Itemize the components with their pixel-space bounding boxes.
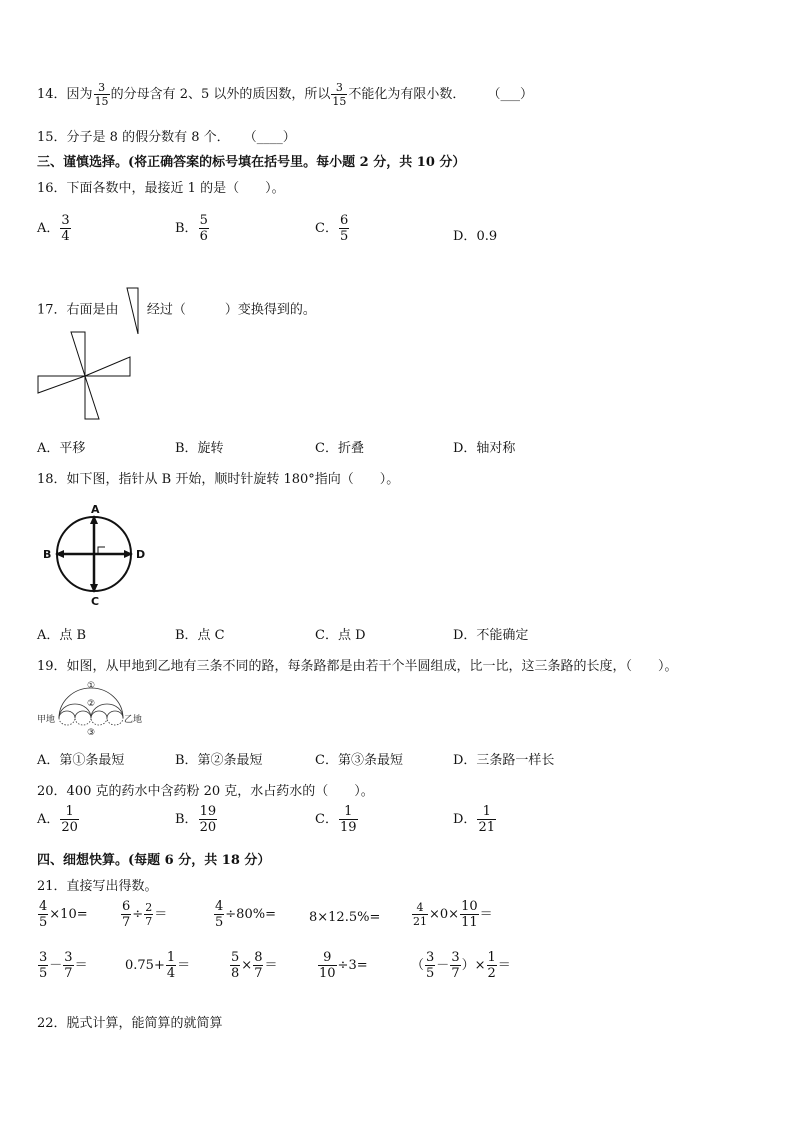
q21-expr-3: $\frac{4}{5}$ ÷80%= [215, 899, 276, 930]
q18-stem: 18．如下图，指针从 B 开始，顺时针旋转 180°指向（ ）。 [37, 472, 400, 487]
q14-fraction-2: $\frac{3}{15}$ [332, 81, 347, 108]
route-end-label: 乙地 [124, 715, 143, 725]
q17-option-a[interactable]: A．平移 [37, 441, 86, 456]
q17-option-b[interactable]: B．旋转 [175, 441, 224, 456]
q21-expr-1: $\frac{4}{5}$ ×10= [39, 899, 88, 930]
q21-expr-9: $\frac{9}{10}$ ÷3= [319, 950, 368, 981]
route-start-label: 甲地 [37, 715, 56, 725]
q14-number: 14． [37, 87, 67, 102]
q20-option-a[interactable]: A． $\frac{1}{20}$ [37, 804, 78, 835]
q18-option-b[interactable]: B．点 C [175, 628, 225, 643]
route-1-label: ① [87, 681, 96, 691]
route-2-label: ② [87, 699, 96, 709]
q18-option-c[interactable]: C．点 D [315, 628, 366, 643]
dial-label-b: B [43, 548, 52, 561]
q21-expr-2: $\frac{6}{7}$ ÷ $\frac{2}{7}$ ＝ [122, 899, 168, 930]
q14-text-1: 因为 [66, 87, 93, 102]
section-3-heading: 三、谨慎选择。(将正确答案的标号填在括号里。每小题 2 分，共 10 分） [37, 155, 466, 170]
dial-label-c: C [91, 595, 100, 608]
q21-expr-10: （ $\frac{3}{5}$ － $\frac{3}{7}$ ）× $\frac{1}{2}$ ＝ [411, 950, 511, 981]
section-4-heading: 四、细想快算。(每题 6 分，共 18 分） [37, 853, 271, 868]
q16-stem: 16．下面各数中，最接近 1 的是（ ）。 [37, 181, 285, 196]
q14-answer-blank[interactable]: （___） [487, 87, 534, 102]
q15-answer-blank[interactable]: （____） [243, 130, 296, 145]
q14-text-2: 的分母含有 2、5 以外的质因数，所以 [110, 87, 331, 102]
q21-expr-7: 0.75+ $\frac{1}{4}$ ＝ [125, 950, 191, 981]
route-3-label: ③ [87, 728, 96, 738]
q20-stem: 20．400 克的药水中含药粉 20 克，水占药水的（ ）。 [37, 784, 374, 799]
compass-dial-figure [40, 500, 150, 610]
dial-label-a: A [91, 503, 100, 516]
q21-expr-6: $\frac{3}{5}$ － $\frac{3}{7}$ ＝ [39, 950, 88, 981]
q16-option-d[interactable]: D．0.9 [453, 229, 498, 244]
q20-option-c[interactable]: C． $\frac{1}{19}$ [315, 804, 357, 835]
q17-option-d[interactable]: D．轴对称 [453, 441, 516, 456]
q18-option-d[interactable]: D．不能确定 [453, 628, 529, 643]
q14-text-3: 不能化为有限小数． [348, 87, 466, 102]
q19-stem: 19．如图，从甲地到乙地有三条不同的路，每条路都是由若干个半圆组成，比一比，这三条路的长度，（ ）。 [37, 659, 678, 674]
pinwheel-figure [37, 327, 137, 427]
q15-number: 15． [37, 130, 67, 145]
q21-expr-5: $\frac{4}{21}$ ×0× $\frac{10}{11}$ ＝ [413, 899, 493, 930]
q21-expr-8: $\frac{5}{8}$ × $\frac{8}{7}$ ＝ [231, 950, 278, 981]
q14-fraction-1: $\frac{3}{15}$ [94, 81, 109, 108]
q20-option-b[interactable]: B． $\frac{19}{20}$ [175, 804, 217, 835]
q20-option-d[interactable]: D． $\frac{1}{21}$ [453, 804, 495, 835]
q21-expr-4: 8×12.5%= [309, 910, 381, 925]
q19-option-c[interactable]: C．第③条最短 [315, 753, 403, 768]
q15-text: 分子是 8 的假分数有 8 个． [66, 130, 230, 145]
q16-option-b[interactable]: B． $\frac{5}{6}$ [175, 213, 208, 244]
q21-stem: 21．直接写出得数。 [37, 879, 158, 894]
semicircle-routes-figure [37, 680, 149, 738]
q16-option-a[interactable]: A． $\frac{3}{4}$ [37, 213, 70, 244]
q15 [37, 126, 296, 145]
q19-option-a[interactable]: A．第①条最短 [37, 753, 125, 768]
q18-option-a[interactable]: A．点 B [37, 628, 87, 643]
q14 [37, 82, 533, 107]
dial-label-d: D [136, 548, 146, 561]
q17-stem-2: 经过（ ）变换得到的。 [146, 302, 316, 318]
q22-stem: 22．脱式计算，能简算的就简算 [37, 1016, 223, 1031]
q17-stem-1: 17．右面是由 [37, 302, 119, 318]
q19-option-d[interactable]: D．三条路一样长 [453, 753, 555, 768]
q19-option-b[interactable]: B．第②条最短 [175, 753, 263, 768]
q17-option-c[interactable]: C．折叠 [315, 441, 364, 456]
q16-option-c[interactable]: C． $\frac{6}{5}$ [315, 213, 349, 244]
